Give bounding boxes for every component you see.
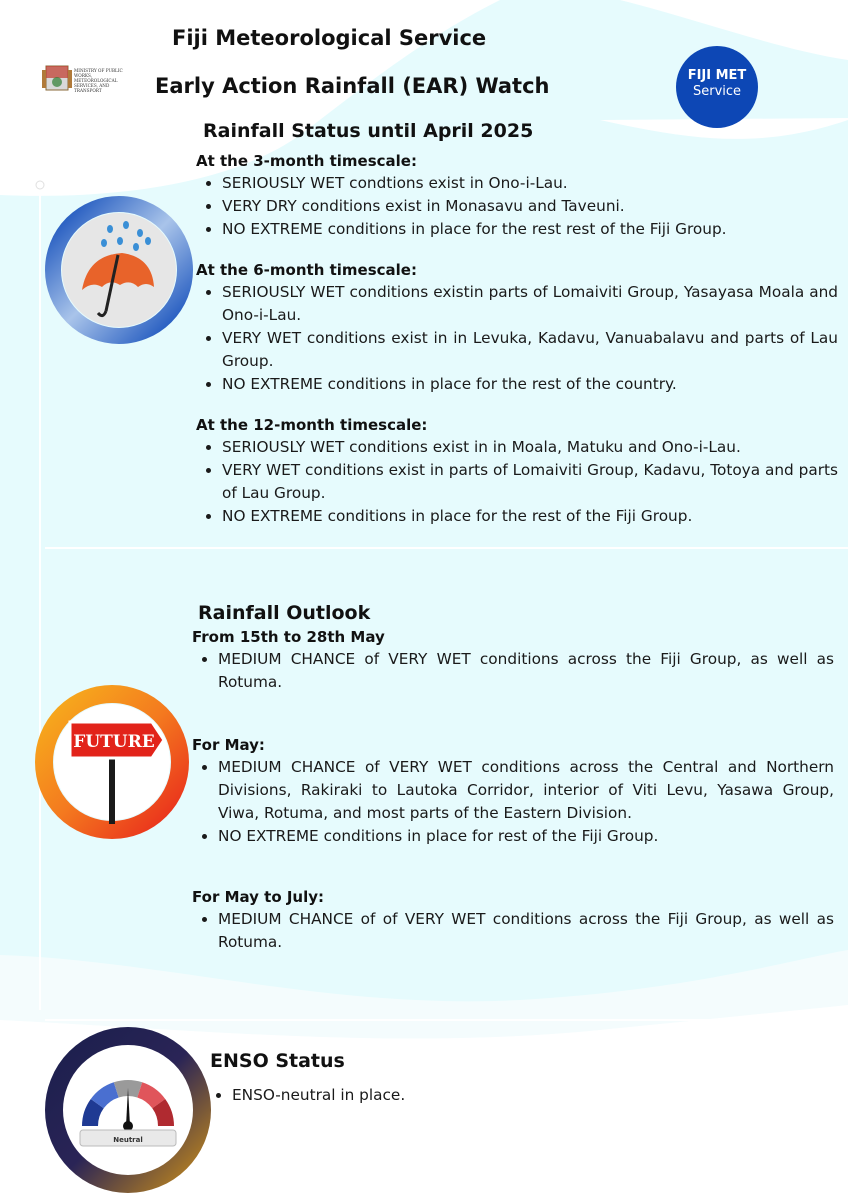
status-group-12-month [196, 414, 838, 528]
status-group-6-month [196, 259, 838, 396]
fiji-met-badge [676, 46, 758, 128]
badge-line1: FIJI MET [687, 68, 747, 83]
list-item: ENSO-neutral in place. [206, 1084, 806, 1107]
group-heading: At the 12-month timescale: [196, 416, 428, 434]
list-item: NO EXTREME conditions in place for the rest rest of the Fiji Group. [196, 218, 838, 241]
umbrella-rain-icon [44, 195, 194, 345]
list-item: NO EXTREME conditions in place for the rest of the country. [196, 373, 838, 396]
badge-line2: Service [692, 84, 742, 99]
outlook-group-may-july [192, 886, 834, 954]
outlook-section [192, 626, 834, 954]
group-heading: From 15th to 28th May [192, 628, 385, 646]
list-item: SERIOUSLY WET condtions exist in Ono-i-Lau. [196, 172, 838, 195]
status-group-3-month [196, 150, 838, 241]
outlook-group-may [192, 734, 834, 848]
list-item: MEDIUM CHANCE of of VERY WET conditions across the Fiji Group, as well as Rotuma. [192, 908, 834, 954]
enso-gauge-icon [44, 1026, 212, 1194]
outlook-title: Rainfall Outlook [198, 602, 371, 624]
outlook-group-15-28-may [192, 626, 834, 694]
ministry-text: MINISTRY OF PUBLIC WORKS, METEOROLOGICAL SERVICES, AND TRANSPORT [74, 68, 123, 93]
status-section [196, 150, 838, 528]
group-heading: For May: [192, 736, 265, 754]
status-title: Rainfall Status until April 2025 [203, 120, 534, 142]
future-sign-icon [34, 684, 190, 840]
group-heading: At the 3-month timescale: [196, 152, 417, 170]
list-item: VERY WET conditions exist in parts of Lomaiviti Group, Kadavu, Totoya and parts of Lau Group. [196, 459, 838, 505]
gauge-label: Neutral [113, 1136, 143, 1144]
enso-title: ENSO Status [210, 1050, 345, 1072]
sign-text: FUTURE [73, 732, 155, 752]
group-heading: For May to July: [192, 888, 325, 906]
ministry-logo [36, 32, 128, 124]
list-item: MEDIUM CHANCE of VERY WET conditions across the Fiji Group, as well as Rotuma. [192, 648, 834, 694]
list-item: SERIOUSLY WET conditions exist in in Moala, Matuku and Ono-i-Lau. [196, 436, 838, 459]
list-item: VERY WET conditions exist in in Levuka, Kadavu, Vanuabalavu and parts of Lau Group. [196, 327, 838, 373]
ear-watch-title: Early Action Rainfall (EAR) Watch [155, 74, 550, 98]
list-item: NO EXTREME conditions in place for the rest of the Fiji Group. [196, 505, 838, 528]
list-item: VERY DRY conditions exist in Monasavu and Taveuni. [196, 195, 838, 218]
org-title: Fiji Meteorological Service [172, 26, 487, 50]
enso-section [206, 1084, 806, 1107]
list-item: MEDIUM CHANCE of VERY WET conditions across the Central and Northern Divisions, Rakiraki to Lautoka Corridor, interior of Viti Levu, Yasawa Group, Viwa, Rotuma, and most parts of the Eastern Division. [192, 756, 834, 825]
group-heading: At the 6-month timescale: [196, 261, 417, 279]
list-item: SERIOUSLY WET conditions existin parts of Lomaiviti Group, Yasayasa Moala and Ono-i-Lau. [196, 281, 838, 327]
list-item: NO EXTREME conditions in place for rest of the Fiji Group. [192, 825, 834, 848]
